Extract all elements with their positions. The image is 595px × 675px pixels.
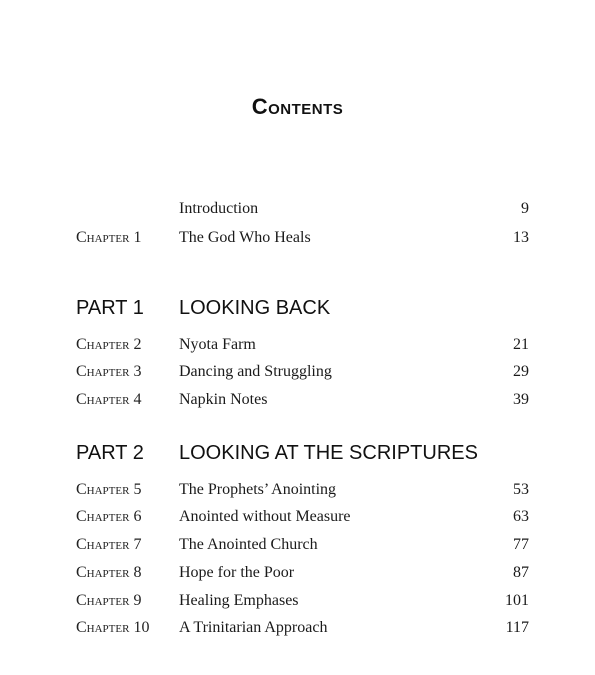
toc-entry	[0, 334, 595, 356]
part-heading	[0, 439, 595, 467]
entry-title: Introduction	[179, 200, 259, 217]
chapter-label: Chapter 4	[76, 391, 142, 408]
entry-title: Hope for the Poor	[179, 564, 295, 581]
chapter-label: Chapter 6	[76, 508, 142, 525]
page-number: 77	[513, 536, 529, 553]
page-number: 117	[505, 619, 529, 636]
page-number: 29	[513, 363, 529, 380]
entry-title: A Trinitarian Approach	[179, 619, 328, 636]
chapter-label: Chapter 7	[76, 536, 142, 553]
page-number: 101	[505, 592, 529, 609]
part-title: LOOKING BACK	[179, 297, 331, 319]
entry-title: Anointed without Measure	[179, 508, 351, 525]
toc-entry	[0, 479, 595, 501]
toc-entry	[0, 361, 595, 383]
toc-entry	[0, 617, 595, 639]
entry-title: Dancing and Struggling	[179, 363, 332, 380]
chapter-label: Chapter 8	[76, 564, 142, 581]
entry-title: Nyota Farm	[179, 336, 256, 353]
entry-title: The God Who Heals	[179, 229, 311, 246]
entry-title: Healing Emphases	[179, 592, 299, 609]
entry-title: The Prophets’ Anointing	[179, 481, 337, 498]
page-number: 53	[513, 481, 529, 498]
part-label: PART 2	[76, 442, 144, 464]
entry-title: The Anointed Church	[179, 536, 318, 553]
page-number: 39	[513, 391, 529, 408]
chapter-label: Chapter 1	[76, 229, 142, 246]
part-heading	[0, 294, 595, 322]
part-title: LOOKING AT THE SCRIPTURES	[179, 442, 478, 464]
chapter-label: Chapter 3	[76, 363, 142, 380]
toc-entry	[0, 534, 595, 556]
page-number: 87	[513, 564, 529, 581]
toc-entry	[0, 506, 595, 528]
page-number: 63	[513, 508, 529, 525]
page-number: 21	[513, 336, 529, 353]
toc-entry	[0, 389, 595, 411]
chapter-label: Chapter 10	[76, 619, 150, 636]
chapter-label: Chapter 2	[76, 336, 142, 353]
toc-entry	[0, 227, 595, 249]
toc-entry	[0, 198, 595, 220]
entry-title: Napkin Notes	[179, 391, 268, 408]
toc-entry	[0, 562, 595, 584]
part-label: PART 1	[76, 297, 144, 319]
page-title: Contents	[251, 94, 344, 119]
chapter-label: Chapter 9	[76, 592, 142, 609]
chapter-label: Chapter 5	[76, 481, 142, 498]
toc-entry	[0, 590, 595, 612]
page-number: 9	[521, 200, 529, 217]
page-number: 13	[513, 229, 529, 246]
